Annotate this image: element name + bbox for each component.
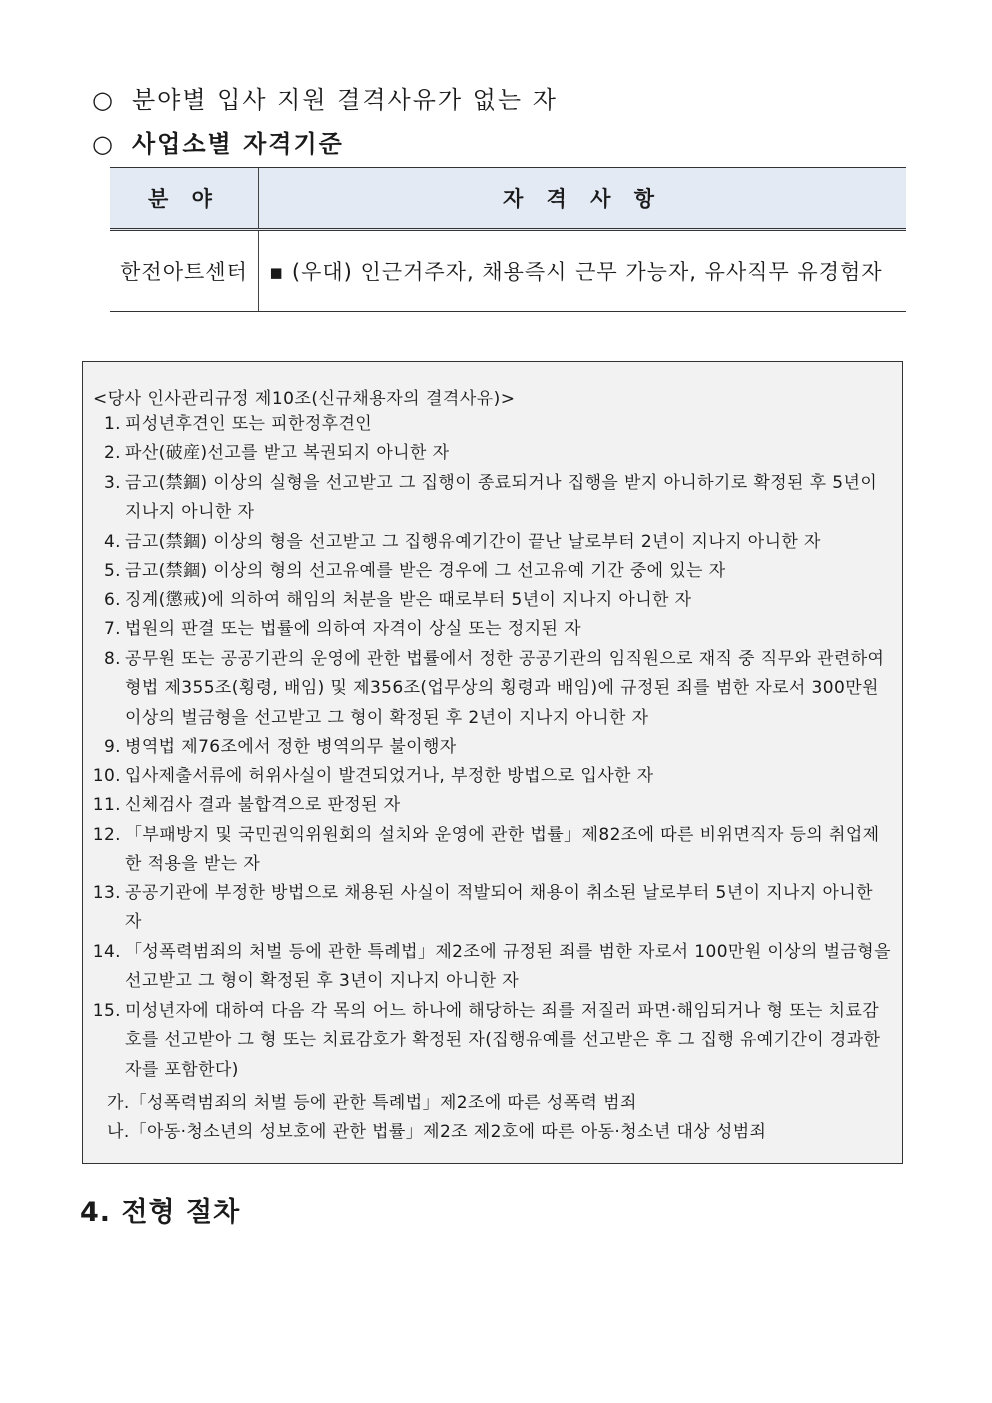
cell-requirement: ▪ (우대) 인근거주자, 채용즉시 근무 가능자, 유사직무 유경험자 xyxy=(259,230,907,312)
bullet-eligibility xyxy=(92,80,558,115)
table-row xyxy=(110,230,906,312)
rule-sub-item: 가.「성폭력범죄의 처벌 등에 관한 특례법」제2조에 따른 성폭력 범죄 xyxy=(107,1093,637,1113)
criteria-table xyxy=(110,167,906,312)
disqualification-rules-box: <당사 인사관리규정 제10조(신규채용자의 결격사유)> 1. 피성년후견인 또는 피한정후견인 2. 파산(破産)선고를 받고 복권되지 아니한 자 3. 금고(禁錮) 이상의 실형을 선고받고 그 집행이 종료되거나 집행을 받지 아니하기로 확정된 후 5년이 지나지 아니한 자 4. 금고(禁錮) 이상의 형을 선고받고 그 집행유예기간이 끝난 날로부터 2년이 지나지 아니한 자 5. 금고(禁錮) 이상의 형의 선고유예를 받은 경우에 그 선고유예 기간 중에 있는 자 6. 징계(懲戒)에 의하여 해임의 처분을 받은 때로부터 5년이 지나지 아니한 자 7. 법원의 판결 또는 법률에 의하여 자격이 상실 또는 정지된 자 8. 공무원 또는 공공기관의 운영에 관한 법률에서 정한 공공기관의 임직원으로 재직 중 직무와 관련하여 형법 제355조(횡령, 배임) 및 제356조(업무상의 횡령과 배임)에 규정된 죄를 범한 자로서 300만원 이상의 벌금형을 선고받고 그 형이 확정된 후 2년이 지나지 아니한 자 9. 병역법 제76조에서 정한 병역의무 불이행자 10. 입사제출서류에 허위사실이 발견되었거나, 부정한 방법으로 입사한 자 11. 신체검사 결과 불합격으로 판정된 자 12. 「부패방지 및 국민권익위원회의 설치와 운영에 관한 법률」제82조에 따른 비위면직자 등의 취업제한 적용을 받는 자 13. 공공기관에 부정한 방법으로 채용된 사실이 적발되어 채용이 취소된 날로부터 5년이 지나지 아니한 자 14. 「성폭력범죄의 처벌 등에 관한 특례법」제2조에 규정된 죄를 범한 자로서 100만원 이상의 벌금형을 선고받고 그 형이 확정된 후 3년이 지나지 아니한 자 15. 미성년자에 대하여 다음 각 목의 어느 하나에 해당하는 죄를 저질러 파면·해임되거나 형 또는 치료감호를 선고받아 그 형 또는 치료감호가 확정된 자(집행유예를 선고받은 후 그 집행 유예기간이 경과한 자를 포함한다) 가.「성폭력범죄의 처벌 등에 관한 특례법」제2조에 따른 성폭력 범죄 나.「아동·청소년의 성보호에 관한 법률」제2조 제2호에 따른 아동·청소년 대상 성범죄 xyxy=(82,361,903,1164)
bullet-site-criteria xyxy=(92,124,344,159)
circle-bullet-icon: ○ xyxy=(92,86,115,114)
rules-title: <당사 인사관리규정 제10조(신규채용자의 결격사유)> xyxy=(93,389,516,409)
table-header-row xyxy=(110,168,906,230)
header-field: 분 야 xyxy=(110,168,259,230)
circle-bullet-icon: ○ xyxy=(92,130,115,158)
header-qualification: 자 격 사 항 xyxy=(259,168,907,230)
bullet-text: 분야별 입사 지원 결격사유가 없는 자 xyxy=(132,86,558,114)
rule-sub-item: 나.「아동·청소년의 성보호에 관한 법률」제2조 제2호에 따른 아동·청소년 대상 성범죄 xyxy=(107,1122,767,1142)
bullet-text: 사업소별 자격기준 xyxy=(132,130,344,158)
cell-category: 한전아트센터 xyxy=(110,230,259,312)
section-heading: 4. 전형 절차 xyxy=(80,1197,241,1228)
